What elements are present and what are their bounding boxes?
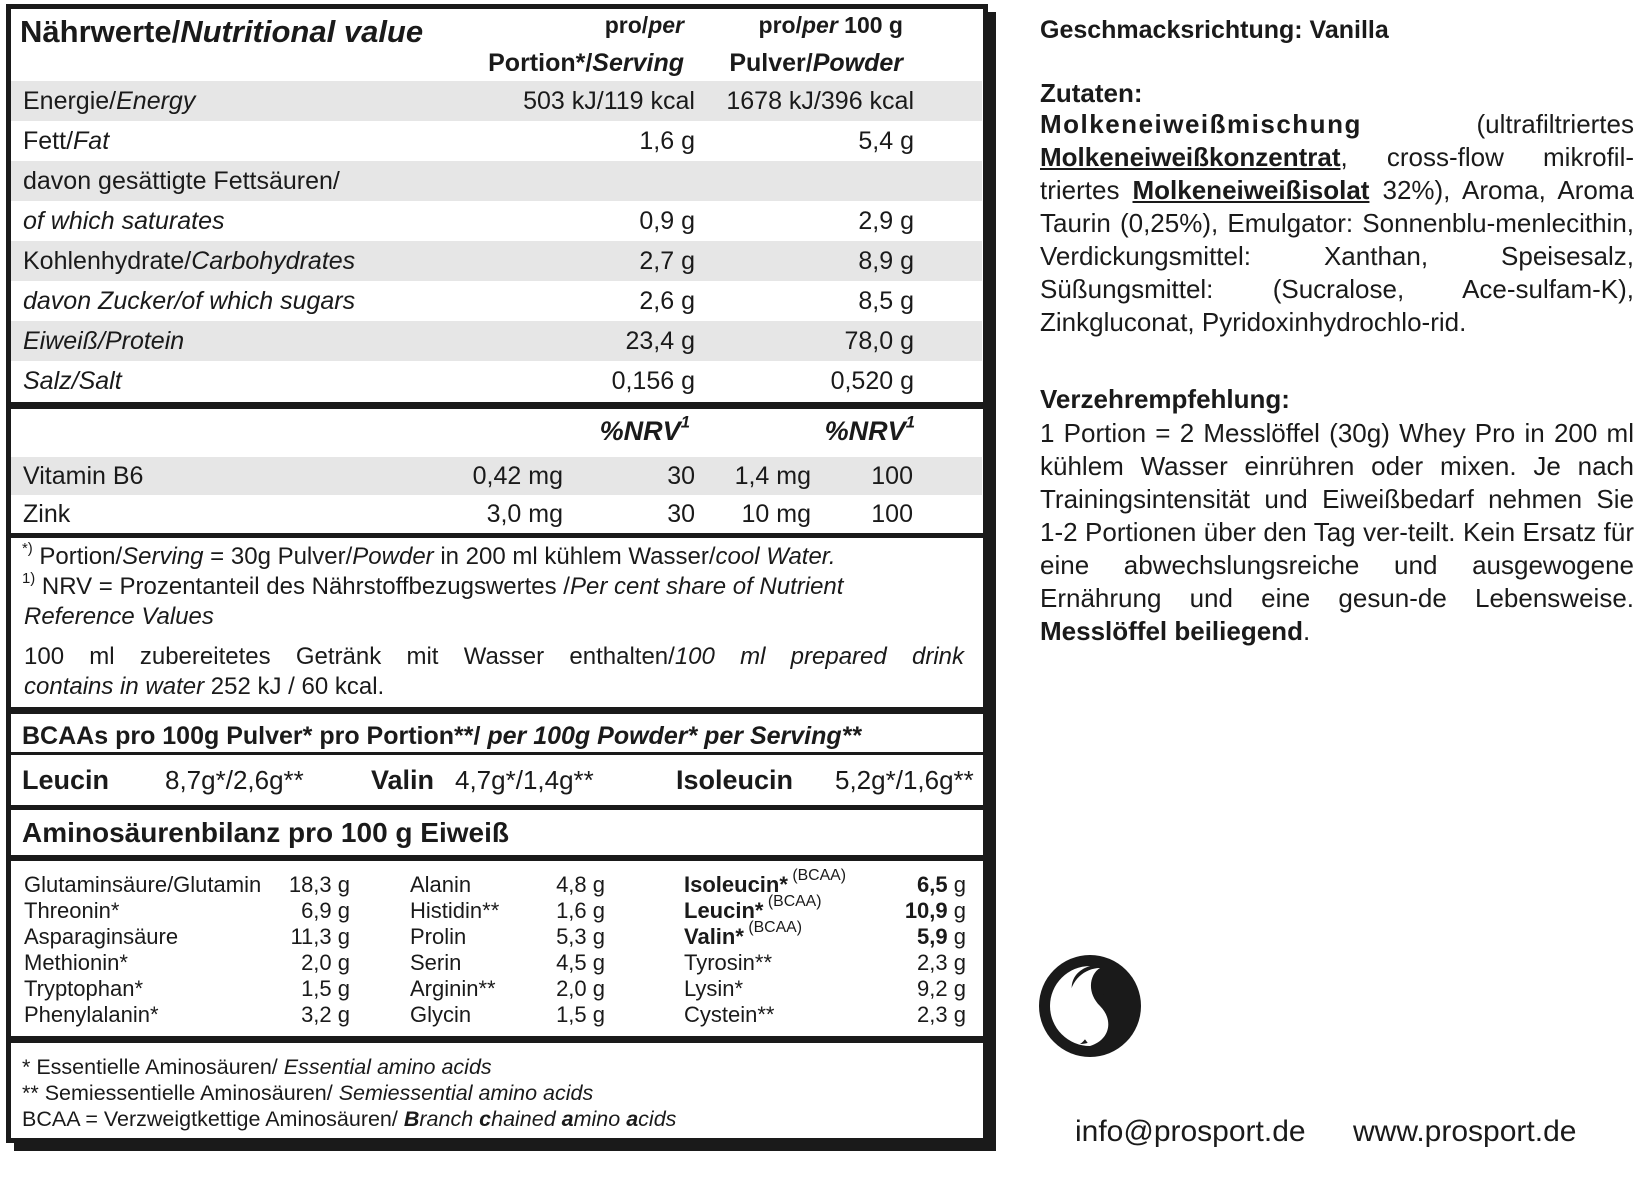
table-row: Fett/Fat 1,6 g 5,4 g	[23, 127, 914, 155]
bcaa-leucin-value: 8,7g*/2,6g**	[165, 765, 304, 795]
amino-value: 1,6 g	[556, 898, 605, 923]
amino-value: 4,8 g	[556, 872, 605, 897]
bcaa-leucin-label: Leucin	[22, 765, 110, 795]
col-serving-header-2: Portion*/Serving	[488, 49, 684, 77]
note-drink-cont: contains in water 252 kJ / 60 kcal.	[24, 673, 385, 700]
amino-name: Alanin	[410, 872, 472, 897]
amino-value: 5,9 g	[917, 924, 966, 949]
usage-text: 1 Portion = 2 Messlöffel (30g) Whey Pro in 200 ml kühlem Wasser einrühren oder mixen. Je nach Trainingsintensität und Eiweißbedarf nehmen Sie 1-2 Portionen über den Tag ver-teilt. Kein Ersatz für eine abwechslungsreiche und ausgewogene Ernährung und eine gesun-de Lebensweise. Messlöffel beiliegend.	[1040, 418, 1634, 646]
table-row: Zink 3,0 mg 30 10 mg 100	[23, 500, 913, 528]
bcaa-valin-label: Valin	[371, 765, 435, 795]
note-serving: *) Portion/Serving = 30g Pulver/Powder in 200 ml kühlem Wasser/cool Water.	[22, 540, 836, 570]
green-dot-recycling-icon	[1036, 952, 1144, 1060]
amino-name: Histidin**	[410, 898, 500, 923]
amino-value: 3,2 g	[301, 1002, 350, 1027]
amino-value: 2,0 g	[556, 976, 605, 1001]
amino-heading: Aminosäurenbilanz pro 100 g Eiweiß	[22, 817, 509, 848]
amino-name: Serin	[410, 950, 462, 975]
amino-name: Tryptophan*	[24, 976, 144, 1001]
bcaa-heading: BCAAs pro 100g Pulver* pro Portion**/ per 100g Powder* per Serving**	[22, 722, 862, 750]
nrv-header-100g: %NRV$^1$	[824, 412, 915, 446]
flavor: Geschmacksrichtung: Vanilla	[1040, 16, 1389, 44]
amino-name: Leucin* $^{(BCAA)}$	[684, 893, 822, 923]
amino-name: Valin* $^{(BCAA)}$	[684, 919, 802, 949]
amino-name: Asparaginsäure	[24, 924, 179, 949]
col-100g-header-1: pro/per 100 g	[758, 12, 903, 38]
amino-value: 1,5 g	[556, 1002, 605, 1027]
amino-name: Glutaminsäure/Glutamin	[24, 872, 262, 897]
amino-value: 1,5 g	[301, 976, 350, 1001]
amino-name: Isoleucin* $^{(BCAA)}$	[684, 867, 846, 897]
footnote-semiessential: ** Semiessentielle Aminosäuren/ Semiessential amino acids	[22, 1081, 594, 1105]
table-row: Eiweiß/Protein 23,4 g 78,0 g	[11, 321, 982, 361]
footnote-essential: * Essentielle Aminosäuren/ Essential amino acids	[22, 1055, 492, 1079]
amino-name: Glycin	[410, 1002, 472, 1027]
table-row: Vitamin B6 0,42 mg 30 1,4 mg 100	[11, 457, 982, 495]
table-row: Kohlenhydrate/Carbohydrates 2,7 g 8,9 g	[11, 241, 982, 281]
table-row: Salz/Salt 0,156 g 0,520 g	[23, 367, 914, 395]
nutrition-panel-frame	[6, 4, 988, 1143]
ingredients-text: Molkeneiweißmischung (ultrafiltriertes Molkeneiweißkonzentrat, cross-flow mikrofil-triertes Molkeneiweißisolat 32%), Aroma, Aroma Taurin (0,25%), Emulgator: Sonnenblu-menlecithin, Verdickungsmittel: Xanthan, Speisesalz, Süßungsmittel: (Sucralose, Ace-sulfam-K), Zinkgluconat, Pyridoxinhydrochlo-rid.	[1040, 109, 1634, 337]
amino-name: Phenylalanin*	[24, 1002, 159, 1027]
amino-value: 6,9 g	[301, 898, 350, 923]
col-100g-header-2: Pulver/Powder	[729, 49, 903, 77]
amino-value: 2,0 g	[301, 950, 350, 975]
col-serving-header-1: pro/per	[604, 12, 684, 38]
amino-value: 11,3 g	[290, 924, 350, 949]
amino-value: 4,5 g	[556, 950, 605, 975]
amino-name: Methionin*	[24, 950, 128, 975]
usage-heading: Verzehrempfehlung:	[1040, 384, 1290, 414]
bcaa-isoleucin-value: 5,2g*/1,6g**	[835, 765, 974, 795]
contact-email[interactable]: info@prosport.de	[1075, 1115, 1306, 1148]
table-row: davon Zucker/of which sugars 2,6 g 8,5 g	[23, 287, 914, 315]
amino-name: Cystein**	[684, 1002, 775, 1027]
table-row: of which saturates 0,9 g 2,9 g	[23, 207, 914, 235]
note-drink: 100 ml zubereitetes Getränk mit Wasser enthalten/100 ml prepared drink	[24, 643, 964, 670]
amino-name: Arginin**	[410, 976, 496, 1001]
amino-value: 6,5 g	[917, 872, 966, 897]
note-nrv: $^{1)}$ NRV = Prozentanteil des Nährstoffbezugswertes /Per cent share of Nutrient	[22, 570, 844, 600]
amino-value: 10,9 g	[904, 898, 966, 923]
amino-value: 2,3 g	[917, 1002, 966, 1027]
nutrition-title: Nährwerte/Nutritional value	[20, 14, 424, 49]
amino-name: Prolin	[410, 924, 467, 949]
amino-value: 2,3 g	[917, 950, 966, 975]
amino-value: 5,3 g	[556, 924, 605, 949]
note-nrv-cont: Reference Values	[24, 603, 214, 630]
table-row: davon gesättigte Fettsäuren/	[11, 161, 982, 201]
amino-name: Tyrosin**	[684, 950, 773, 975]
amino-name: Threonin*	[24, 898, 120, 923]
bcaa-valin-value: 4,7g*/1,4g**	[455, 765, 594, 795]
amino-name: Lysin*	[684, 976, 744, 1001]
table-row: Energie/Energy 503 kJ/119 kcal 1678 kJ/396 kcal	[11, 81, 982, 121]
contact-website[interactable]: www.prosport.de	[1353, 1115, 1577, 1148]
ingredients-heading: Zutaten:	[1040, 78, 1143, 108]
amino-value: 9,2 g	[917, 976, 966, 1001]
footnote-bcaa: BCAA = Verzweigtkettige Aminosäuren/ Branch chained amino acids	[22, 1107, 677, 1131]
nrv-header-serving: %NRV$^1$	[599, 412, 690, 446]
bcaa-isoleucin-label: Isoleucin	[676, 765, 794, 795]
amino-value: 18,3 g	[288, 872, 350, 897]
